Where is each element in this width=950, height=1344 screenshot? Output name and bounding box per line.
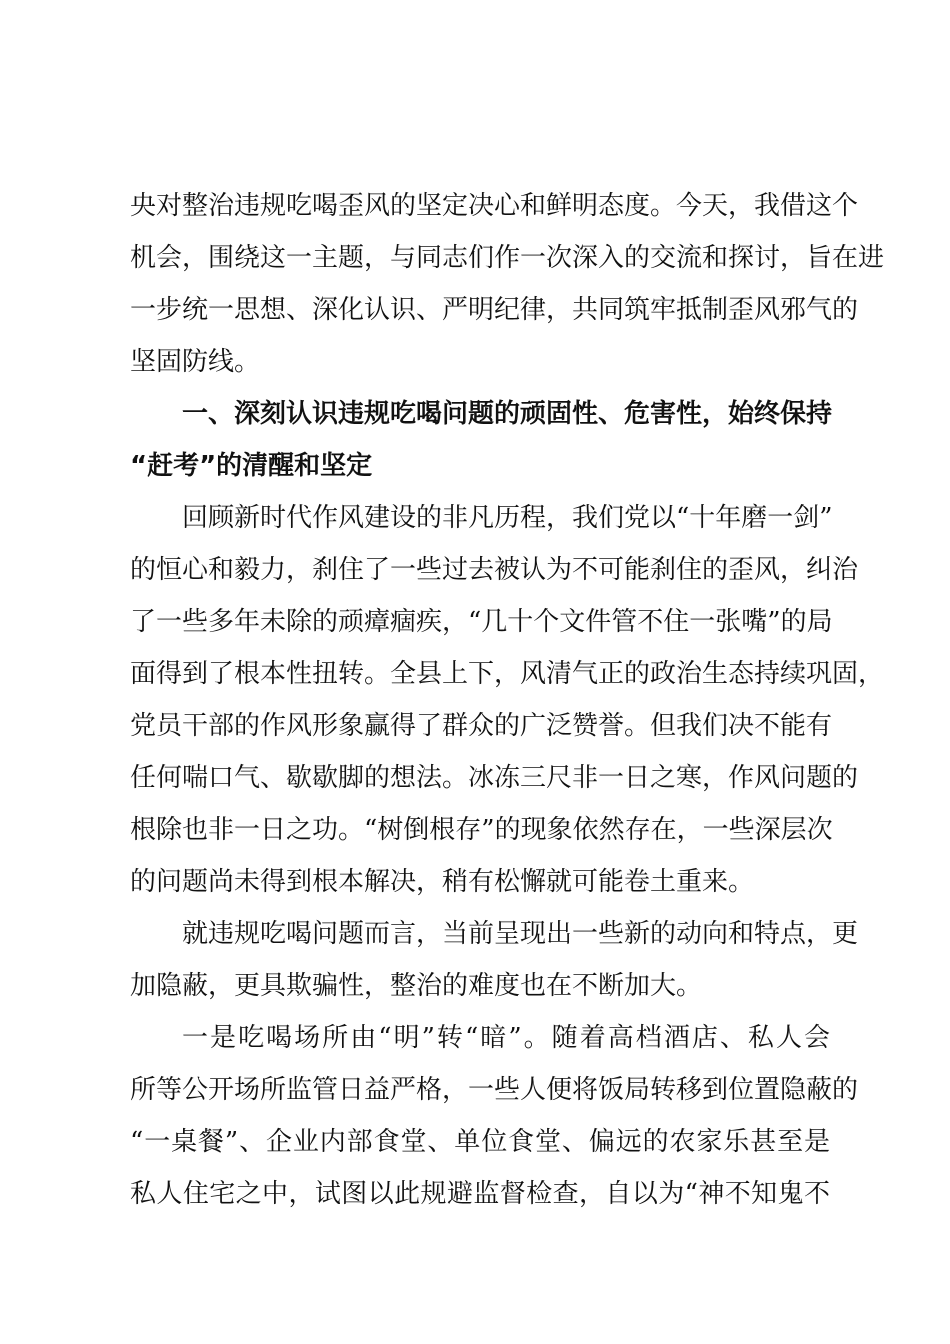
text-line: 坚固防线。 — [130, 347, 261, 377]
text-line: 根除也非一日之功。“树倒根存”的现象依然存在，一些深层次 — [130, 815, 833, 845]
text-line: 的问题尚未得到根本解决，稍有松懈就可能卷土重来。 — [130, 867, 755, 897]
text-line: 所等公开场所监管日益严格，一些人便将饭局转移到位置隐蔽的 — [130, 1075, 859, 1105]
text-line: 了一些多年未除的顽瘴痼疾，“几十个文件管不住一张嘴”的局 — [130, 607, 833, 637]
text-line: 一是吃喝场所由“明”转“暗”。随着高档酒店、私人会 — [182, 1023, 830, 1053]
text-line: 任何喘口气、歇歇脚的想法。冰冻三尺非一日之寒，作风问题的 — [130, 763, 859, 793]
text-line: 的恒心和毅力，刹住了一些过去被认为不可能刹住的歪风，纠治 — [130, 555, 859, 585]
paragraph-new-trends — [130, 908, 859, 1012]
section-heading — [130, 388, 833, 492]
text-line: “一桌餐”、企业内部食堂、单位食堂、偏远的农家乐甚至是 — [130, 1127, 830, 1157]
paragraph-intro-continuation — [130, 180, 885, 388]
text-line: 回顾新时代作风建设的非凡历程，我们党以“十年磨一剑” — [182, 503, 833, 533]
text-line: 机会，围绕这一主题，与同志们作一次深入的交流和探讨，旨在进 — [130, 243, 885, 273]
text-line: 党员干部的作风形象赢得了群众的广泛赞誉。但我们决不能有 — [130, 711, 833, 741]
heading-line: 一、深刻认识违规吃喝问题的顽固性、危害性，始终保持 — [182, 399, 833, 429]
text-line: 一步统一思想、深化认识、严明纪律，共同筑牢抵制歪风邪气的 — [130, 295, 859, 325]
text-line: 就违规吃喝问题而言，当前呈现出一些新的动向和特点，更 — [182, 919, 859, 949]
heading-line: “赶考”的清醒和坚定 — [130, 451, 373, 481]
text-line: 央对整治违规吃喝歪风的坚定决心和鲜明态度。今天，我借这个 — [130, 191, 859, 221]
document-body — [130, 180, 885, 1220]
paragraph-point-one — [130, 1012, 859, 1220]
text-line: 私人住宅之中，试图以此规避监督检查，自以为“神不知鬼不 — [130, 1179, 830, 1209]
text-line: 面得到了根本性扭转。全县上下，风清气正的政治生态持续巩固， — [130, 659, 885, 689]
text-line: 加隐蔽，更具欺骗性，整治的难度也在不断加大。 — [130, 971, 703, 1001]
paragraph-review — [130, 492, 885, 908]
